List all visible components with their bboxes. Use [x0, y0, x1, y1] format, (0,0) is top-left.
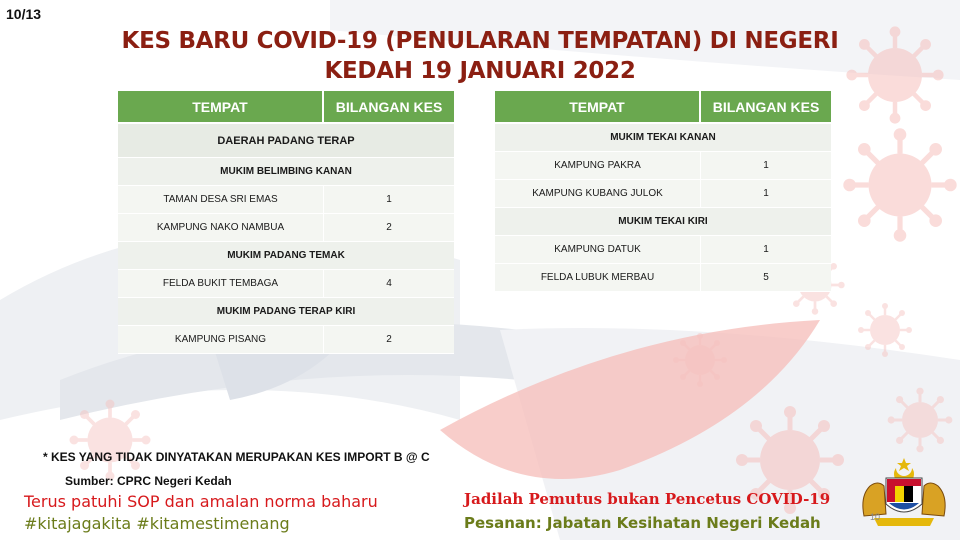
cases-cell: 2 [324, 326, 454, 354]
virus-icon [673, 333, 727, 387]
mukim-row: MUKIM PADANG TEMAK [118, 242, 454, 270]
page-title [100, 26, 860, 86]
message-credit: Pesanan: Jabatan Kesihatan Negeri Kedah [464, 514, 821, 532]
virus-icon [846, 26, 943, 123]
title-line-2: KEDAH 19 JANUARI 2022 [324, 58, 636, 84]
virus-icon [843, 128, 956, 241]
mukim-row: MUKIM TEKAI KIRI [495, 208, 831, 236]
sop-reminder: Terus patuhi SOP dan amalan norma baharu [24, 492, 378, 511]
slogan: Jadilah Pemutus bukan Pencetus COVID-19 [464, 490, 831, 508]
table-row [118, 214, 454, 242]
cases-cell: 1 [324, 186, 454, 214]
page-counter: 10/13 [6, 6, 42, 22]
cases-cell: 4 [324, 270, 454, 298]
page-number-small: 10 [870, 512, 881, 522]
hashtags: #kitajagakita #kitamestimenang [24, 514, 290, 533]
mukim-row: MUKIM TEKAI KANAN [495, 122, 831, 152]
cases-cell: 1 [701, 236, 831, 264]
place-cell: FELDA LUBUK MERBAU [495, 264, 701, 292]
source-text: Sumber: CPRC Negeri Kedah [65, 474, 232, 488]
import-cases-note: * KES YANG TIDAK DINYATAKAN MERUPAKAN KES IMPORT B @ C [43, 450, 430, 464]
table-row [495, 264, 831, 292]
place-cell: KAMPUNG NAKO NAMBUA [118, 214, 324, 242]
table-row [495, 180, 831, 208]
place-cell: KAMPUNG PISANG [118, 326, 324, 354]
virus-icon [858, 303, 912, 357]
place-cell: KAMPUNG KUBANG JULOK [495, 180, 701, 208]
mukim-row: MUKIM BELIMBING KANAN [118, 158, 454, 186]
district-row: DAERAH PADANG TERAP [118, 122, 454, 158]
table-row [118, 186, 454, 214]
header-cases: BILANGAN KES [324, 91, 454, 122]
title-line-1: KES BARU COVID-19 (PENULARAN TEMPATAN) DI NEGERI [121, 28, 839, 54]
right-cases-table [495, 91, 831, 292]
virus-icon [888, 388, 953, 453]
place-cell: KAMPUNG PAKRA [495, 152, 701, 180]
header-place: TEMPAT [495, 91, 701, 122]
table-row [495, 152, 831, 180]
left-cases-table [118, 91, 454, 354]
cases-cell: 2 [324, 214, 454, 242]
cases-cell: 1 [701, 152, 831, 180]
virus-icon [70, 400, 151, 481]
table-row [118, 326, 454, 354]
place-cell: KAMPUNG DATUK [495, 236, 701, 264]
place-cell: TAMAN DESA SRI EMAS [118, 186, 324, 214]
header-place: TEMPAT [118, 91, 324, 122]
place-cell: FELDA BUKIT TEMBAGA [118, 270, 324, 298]
header-cases: BILANGAN KES [701, 91, 831, 122]
table-row [118, 270, 454, 298]
mukim-row: MUKIM PADANG TERAP KIRI [118, 298, 454, 326]
cases-cell: 5 [701, 264, 831, 292]
table-row [495, 236, 831, 264]
cases-cell: 1 [701, 180, 831, 208]
